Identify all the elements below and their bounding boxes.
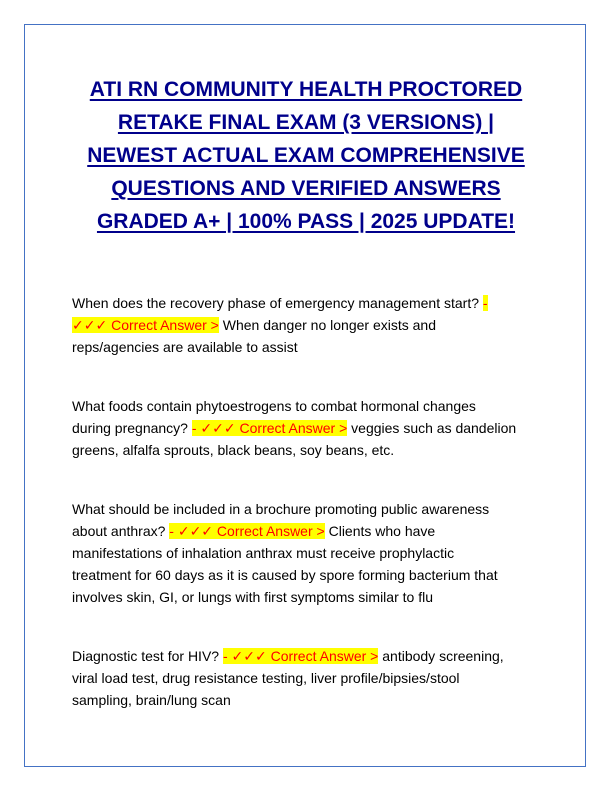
- title-line: RETAKE FINAL EXAM (3 VERSIONS) |: [117, 111, 495, 134]
- question-item: [72, 395, 552, 461]
- question-text: What should be included in a brochure promoting public awareness: [72, 501, 490, 517]
- answer-text: antibody screening,: [378, 648, 504, 664]
- question-item: [72, 645, 552, 711]
- answer-text: Clients who have: [324, 523, 436, 539]
- answer-text: reps/agencies are available to assist: [72, 339, 298, 355]
- answer-marker: -: [482, 295, 488, 311]
- question-text: during pregnancy?: [72, 420, 192, 436]
- answer-line: [72, 314, 552, 336]
- answer-text: involves skin, GI, or lungs with first symptoms similar to flu: [72, 589, 433, 605]
- question-text-line: [72, 292, 552, 314]
- question-text: about anthrax?: [72, 523, 170, 539]
- answer-text: veggies such as dandelion: [347, 420, 517, 436]
- answer-line: [72, 417, 552, 439]
- question-text: When does the recovery phase of emergency management start?: [72, 295, 483, 311]
- question-text: What foods contain phytoestrogens to combat hormonal changes: [72, 398, 476, 414]
- answer-marker: - ✓✓✓ Correct Answer >: [169, 523, 325, 539]
- answer-marker: - ✓✓✓ Correct Answer >: [222, 648, 379, 664]
- title-line: GRADED A+ | 100% PASS | 2025 UPDATE!: [96, 210, 516, 233]
- answer-line: [72, 520, 552, 542]
- answer-text: When danger no longer exists and: [218, 317, 436, 333]
- answer-marker: - ✓✓✓ Correct Answer >: [191, 420, 348, 436]
- answer-text: viral load test, drug resistance testing, liver profile/bipsies/stool: [72, 670, 460, 686]
- answer-text: sampling, brain/lung scan: [72, 692, 231, 708]
- answer-text: manifestations of inhalation anthrax must receive prophylactic: [72, 545, 455, 561]
- answer-marker: ✓✓✓ Correct Answer >: [72, 317, 219, 333]
- answer-text: greens, alfalfa sprouts, black beans, soy beans, etc.: [72, 442, 395, 458]
- question-item: [72, 498, 552, 608]
- answer-text: treatment for 60 days as it is caused by spore forming bacterium that: [72, 567, 498, 583]
- question-item: [72, 292, 552, 358]
- title-line: QUESTIONS AND VERIFIED ANSWERS: [111, 177, 501, 200]
- title-line: ATI RN COMMUNITY HEALTH PROCTORED: [89, 78, 523, 101]
- question-text: Diagnostic test for HIV?: [72, 648, 223, 664]
- title-line: NEWEST ACTUAL EXAM COMPREHENSIVE: [87, 144, 525, 167]
- document-title: [40, 73, 572, 238]
- answer-line: [72, 645, 552, 667]
